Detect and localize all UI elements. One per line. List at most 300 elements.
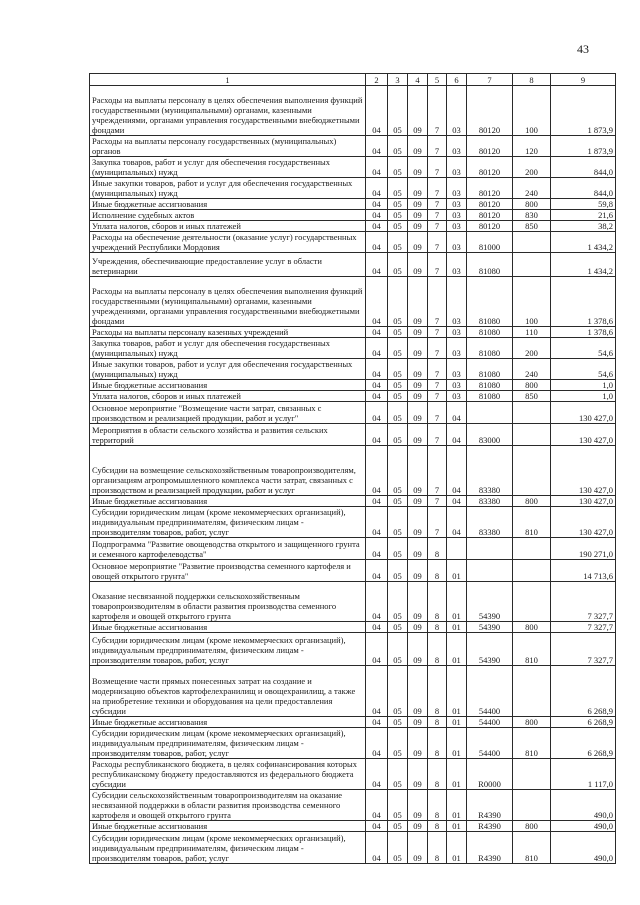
row-code: 09	[408, 157, 428, 178]
table-row	[90, 221, 616, 232]
row-amount: 21,6	[551, 210, 616, 221]
row-code: 01	[447, 790, 467, 821]
table-row	[90, 253, 616, 277]
row-code: 09	[408, 538, 428, 560]
row-code: R4390	[467, 821, 513, 832]
row-code: 09	[408, 622, 428, 633]
row-amount: 6 268,9	[551, 666, 616, 717]
row-code: 05	[388, 759, 408, 790]
row-code: 7	[428, 424, 447, 446]
row-amount: 38,2	[551, 221, 616, 232]
row-code: 04	[366, 178, 388, 199]
row-name: Субсидии юридическим лицам (кроме некоммерческих организаций), индивидуальным предпринимателям, физическим лицам - производителям товаров, работ, услуг	[90, 507, 366, 538]
row-amount: 190 271,0	[551, 538, 616, 560]
row-code: 05	[388, 424, 408, 446]
row-code: 09	[408, 277, 428, 327]
row-code: 8	[428, 832, 447, 864]
row-code: 8	[428, 582, 447, 622]
row-code: 04	[366, 622, 388, 633]
row-code: 81080	[467, 327, 513, 338]
row-code: 04	[366, 157, 388, 178]
row-amount: 6 268,9	[551, 728, 616, 759]
row-code: 04	[366, 380, 388, 391]
row-amount: 1,0	[551, 380, 616, 391]
row-amount: 1 378,6	[551, 277, 616, 327]
row-code: 01	[447, 759, 467, 790]
row-code: 7	[428, 210, 447, 221]
row-amount: 130 427,0	[551, 402, 616, 424]
row-amount: 130 427,0	[551, 496, 616, 507]
row-code: 04	[366, 759, 388, 790]
table-row	[90, 424, 616, 446]
row-code: 03	[447, 391, 467, 402]
row-code: 09	[408, 359, 428, 380]
row-code	[467, 560, 513, 582]
row-code: 7	[428, 402, 447, 424]
row-code: 8	[428, 790, 447, 821]
header-cell: 8	[513, 74, 551, 86]
row-code: 05	[388, 622, 408, 633]
row-code: 8	[428, 821, 447, 832]
row-code: 04	[366, 210, 388, 221]
row-code: 7	[428, 380, 447, 391]
row-amount: 844,0	[551, 157, 616, 178]
row-code: 04	[366, 327, 388, 338]
row-code: 8	[428, 633, 447, 666]
row-code: 8	[428, 538, 447, 560]
row-code: 09	[408, 717, 428, 728]
table-row	[90, 86, 616, 136]
row-code: 09	[408, 821, 428, 832]
row-code: 100	[513, 277, 551, 327]
row-code: 80120	[467, 221, 513, 232]
row-amount: 14 713,6	[551, 560, 616, 582]
table-row	[90, 136, 616, 157]
row-code: 800	[513, 380, 551, 391]
row-code: 7	[428, 199, 447, 210]
row-amount: 490,0	[551, 790, 616, 821]
row-code: 04	[447, 402, 467, 424]
row-code: 100	[513, 86, 551, 136]
row-code: 09	[408, 221, 428, 232]
table-row	[90, 832, 616, 864]
row-code: 04	[366, 424, 388, 446]
row-code: 05	[388, 717, 408, 728]
table-row	[90, 277, 616, 327]
row-code: 04	[366, 633, 388, 666]
row-name: Иные бюджетные ассигнования	[90, 380, 366, 391]
row-code: 110	[513, 327, 551, 338]
row-code: 03	[447, 327, 467, 338]
row-code	[513, 253, 551, 277]
row-code: 830	[513, 210, 551, 221]
row-code: 04	[447, 507, 467, 538]
row-code: 09	[408, 253, 428, 277]
row-code: 04	[366, 496, 388, 507]
row-name: Расходы на обеспечение деятельности (оказание услуг) государственных учреждений Республики Мордовия	[90, 232, 366, 253]
row-code: 05	[388, 560, 408, 582]
table-row	[90, 582, 616, 622]
table-row	[90, 391, 616, 402]
table-row	[90, 560, 616, 582]
row-code: 04	[366, 821, 388, 832]
row-amount: 130 427,0	[551, 507, 616, 538]
row-code: 01	[447, 821, 467, 832]
row-code: 09	[408, 232, 428, 253]
row-name: Учреждения, обеспечивающие предоставление услуг в области ветеринарии	[90, 253, 366, 277]
table-row	[90, 759, 616, 790]
row-code	[513, 666, 551, 717]
table-row	[90, 157, 616, 178]
row-code	[513, 790, 551, 821]
row-code: 05	[388, 446, 408, 496]
row-code	[513, 424, 551, 446]
row-name: Основное мероприятие "Развитие производства семенного картофеля и овощей открытого грунта"	[90, 560, 366, 582]
row-name: Закупка товаров, работ и услуг для обеспечения государственных (муниципальных) нужд	[90, 157, 366, 178]
row-code: 01	[447, 560, 467, 582]
row-code: 03	[447, 199, 467, 210]
row-code: 81080	[467, 380, 513, 391]
row-code: 54390	[467, 633, 513, 666]
table-row	[90, 728, 616, 759]
row-code: 03	[447, 210, 467, 221]
row-code: 09	[408, 391, 428, 402]
row-code: 800	[513, 821, 551, 832]
row-code: 04	[366, 359, 388, 380]
row-code: 240	[513, 359, 551, 380]
row-code: 05	[388, 402, 408, 424]
row-code: 80120	[467, 136, 513, 157]
row-code: 810	[513, 728, 551, 759]
row-code: 01	[447, 633, 467, 666]
row-amount: 1,0	[551, 391, 616, 402]
row-code: 04	[366, 136, 388, 157]
row-code: 01	[447, 832, 467, 864]
row-name: Исполнение судебных актов	[90, 210, 366, 221]
row-code: 7	[428, 86, 447, 136]
row-code: 80120	[467, 157, 513, 178]
row-code: 09	[408, 790, 428, 821]
row-code: 04	[366, 582, 388, 622]
row-code: 04	[366, 790, 388, 821]
row-code: 09	[408, 728, 428, 759]
table-row	[90, 359, 616, 380]
row-code: 01	[447, 717, 467, 728]
row-amount: 844,0	[551, 178, 616, 199]
row-code	[513, 582, 551, 622]
row-code: 05	[388, 666, 408, 717]
row-amount: 1 873,9	[551, 136, 616, 157]
row-code	[513, 232, 551, 253]
row-code: 09	[408, 832, 428, 864]
row-name: Иные закупки товаров, работ и услуг для обеспечения государственных (муниципальных) нужд	[90, 359, 366, 380]
row-name: Расходы на выплаты персоналу государственных (муниципальных) органов	[90, 136, 366, 157]
header-cell: 7	[467, 74, 513, 86]
table-row	[90, 178, 616, 199]
row-code: 04	[366, 277, 388, 327]
row-code: 04	[366, 507, 388, 538]
row-code: 04	[366, 666, 388, 717]
row-code: 05	[388, 633, 408, 666]
table-row	[90, 666, 616, 717]
row-name: Основное мероприятие "Возмещение части затрат, связанных с производством и реализацией продукции, работ и услуг"	[90, 402, 366, 424]
row-code: 200	[513, 338, 551, 359]
row-code: 03	[447, 221, 467, 232]
row-code: 81000	[467, 232, 513, 253]
row-code: 05	[388, 210, 408, 221]
row-code: 850	[513, 391, 551, 402]
row-code: 03	[447, 380, 467, 391]
row-code: 03	[447, 359, 467, 380]
row-code: 81080	[467, 253, 513, 277]
row-code: 80120	[467, 199, 513, 210]
row-code: 83380	[467, 496, 513, 507]
row-name: Субсидии юридическим лицам (кроме некоммерческих организаций), индивидуальным предпринимателям, физическим лицам - производителям товаров, работ, услуг	[90, 633, 366, 666]
table-row	[90, 633, 616, 666]
row-amount: 1 434,2	[551, 232, 616, 253]
row-code: 09	[408, 178, 428, 199]
row-code: 54390	[467, 582, 513, 622]
row-name: Уплата налогов, сборов и иных платежей	[90, 391, 366, 402]
row-code: 09	[408, 446, 428, 496]
row-code: 04	[366, 391, 388, 402]
row-code: 7	[428, 157, 447, 178]
table-row	[90, 821, 616, 832]
row-code: 05	[388, 790, 408, 821]
row-code: 05	[388, 136, 408, 157]
row-name: Иные бюджетные ассигнования	[90, 717, 366, 728]
row-code: 01	[447, 582, 467, 622]
row-code: 04	[366, 560, 388, 582]
table-row	[90, 496, 616, 507]
row-amount: 130 427,0	[551, 424, 616, 446]
row-code: 8	[428, 759, 447, 790]
row-code: 54400	[467, 717, 513, 728]
row-code	[513, 560, 551, 582]
row-code: 05	[388, 157, 408, 178]
row-code: R4390	[467, 832, 513, 864]
row-code: 05	[388, 359, 408, 380]
row-amount: 490,0	[551, 821, 616, 832]
row-code: 04	[366, 728, 388, 759]
row-name: Субсидии юридическим лицам (кроме некоммерческих организаций), индивидуальным предпринимателям, физическим лицам - производителям товаров, работ, услуг	[90, 728, 366, 759]
row-code: 05	[388, 391, 408, 402]
row-code: 04	[447, 496, 467, 507]
row-amount: 1 873,9	[551, 86, 616, 136]
row-code: 09	[408, 338, 428, 359]
row-code: 05	[388, 253, 408, 277]
row-amount: 1 117,0	[551, 759, 616, 790]
row-code: 09	[408, 666, 428, 717]
row-name: Возмещение части прямых понесенных затрат на создание и модернизацию объектов картофелехранилищ и овощехранилищ, а также на приобретение техники и оборудования на цели предоставления субсидии	[90, 666, 366, 717]
table-row	[90, 327, 616, 338]
row-code: 05	[388, 538, 408, 560]
row-code: 54400	[467, 728, 513, 759]
row-code: 8	[428, 666, 447, 717]
row-code	[513, 759, 551, 790]
header-cell: 3	[388, 74, 408, 86]
row-amount: 54,6	[551, 359, 616, 380]
row-code: 7	[428, 277, 447, 327]
row-code: 03	[447, 86, 467, 136]
row-code: 7	[428, 391, 447, 402]
budget-table	[89, 73, 616, 864]
row-code: 05	[388, 232, 408, 253]
row-code: 8	[428, 560, 447, 582]
row-code: 09	[408, 199, 428, 210]
row-name: Закупка товаров, работ и услуг для обеспечения государственных (муниципальных) нужд	[90, 338, 366, 359]
row-name: Иные бюджетные ассигнования	[90, 622, 366, 633]
table-row	[90, 538, 616, 560]
row-code: 04	[366, 253, 388, 277]
row-code: 09	[408, 560, 428, 582]
row-code: 04	[366, 338, 388, 359]
row-name: Иные бюджетные ассигнования	[90, 496, 366, 507]
row-code: 810	[513, 633, 551, 666]
row-code: 80120	[467, 86, 513, 136]
row-code: 800	[513, 717, 551, 728]
row-name: Оказание несвязанной поддержки сельскохозяйственным товаропроизводителям в области развития производства семенного картофеля и овощей открытого грунта	[90, 582, 366, 622]
row-code: 810	[513, 832, 551, 864]
row-code: 09	[408, 86, 428, 136]
row-code: 09	[408, 327, 428, 338]
row-name: Иные бюджетные ассигнования	[90, 199, 366, 210]
row-code: 8	[428, 728, 447, 759]
header-cell: 2	[366, 74, 388, 86]
row-code: 04	[447, 446, 467, 496]
row-code: 03	[447, 136, 467, 157]
row-code	[513, 402, 551, 424]
row-name: Расходы на выплаты персоналу казенных учреждений	[90, 327, 366, 338]
row-code: 810	[513, 507, 551, 538]
page-number: 43	[577, 42, 589, 56]
row-code: 04	[366, 199, 388, 210]
table-row	[90, 338, 616, 359]
row-code: 83380	[467, 446, 513, 496]
header-cell: 6	[447, 74, 467, 86]
row-code: 05	[388, 832, 408, 864]
row-code: 09	[408, 633, 428, 666]
row-amount: 490,0	[551, 832, 616, 864]
row-code: 09	[408, 210, 428, 221]
row-name: Уплата налогов, сборов и иных платежей	[90, 221, 366, 232]
table-row	[90, 199, 616, 210]
row-code: 80120	[467, 178, 513, 199]
row-code: 05	[388, 728, 408, 759]
row-name: Субсидии сельскохозяйственным товаропроизводителям на оказание несвязанной поддержки в области развития производства семенного картофеля и овощей открытого грунта	[90, 790, 366, 821]
header-cell: 4	[408, 74, 428, 86]
row-name: Расходы на выплаты персоналу в целях обеспечения выполнения функций государственными (муниципальными) органами, казенными учреждениями, органами управления государственными внебюджетными фондами	[90, 86, 366, 136]
row-code: 54390	[467, 622, 513, 633]
row-code: 09	[408, 136, 428, 157]
row-code: 04	[447, 424, 467, 446]
row-code: 03	[447, 232, 467, 253]
row-code: 05	[388, 277, 408, 327]
row-code: 01	[447, 666, 467, 717]
row-code: 54400	[467, 666, 513, 717]
row-amount: 130 427,0	[551, 446, 616, 496]
row-code: 04	[366, 232, 388, 253]
row-code: 05	[388, 221, 408, 232]
row-code: 04	[366, 86, 388, 136]
row-code: 7	[428, 232, 447, 253]
row-code: 09	[408, 424, 428, 446]
row-code: 7	[428, 359, 447, 380]
row-code: 05	[388, 178, 408, 199]
row-amount: 7 327,7	[551, 582, 616, 622]
row-code: 7	[428, 507, 447, 538]
row-code: 81080	[467, 277, 513, 327]
row-code: 09	[408, 507, 428, 538]
row-code: 04	[366, 538, 388, 560]
row-code: 05	[388, 582, 408, 622]
row-code	[513, 538, 551, 560]
row-code: 8	[428, 622, 447, 633]
row-name: Иные закупки товаров, работ и услуг для обеспечения государственных (муниципальных) нужд	[90, 178, 366, 199]
row-code: 81080	[467, 338, 513, 359]
row-code: 850	[513, 221, 551, 232]
row-name: Субсидии юридическим лицам (кроме некоммерческих организаций), индивидуальным предпринимателям, физическим лицам - производителям товаров, работ, услуг	[90, 832, 366, 864]
table-row	[90, 402, 616, 424]
row-code: 7	[428, 136, 447, 157]
table-row	[90, 210, 616, 221]
row-code: 83000	[467, 424, 513, 446]
row-code: 240	[513, 178, 551, 199]
row-code	[467, 538, 513, 560]
row-code: 7	[428, 327, 447, 338]
row-amount: 7 327,7	[551, 622, 616, 633]
row-code: 05	[388, 86, 408, 136]
row-code: 03	[447, 178, 467, 199]
row-code: 03	[447, 157, 467, 178]
row-code: 03	[447, 253, 467, 277]
table-row	[90, 232, 616, 253]
row-code: 09	[408, 402, 428, 424]
row-code: 7	[428, 496, 447, 507]
row-code: 200	[513, 157, 551, 178]
row-code: 09	[408, 380, 428, 391]
table-row	[90, 380, 616, 391]
row-name: Субсидии на возмещение сельскохозяйственным товаропроизводителям, организациям агропромышленного комплекса части затрат, связанных с производством и реализацией продукции, работ и услуг	[90, 446, 366, 496]
row-code: 01	[447, 622, 467, 633]
row-amount: 7 327,7	[551, 633, 616, 666]
row-code: 04	[366, 717, 388, 728]
row-code: 04	[366, 402, 388, 424]
row-code: 7	[428, 446, 447, 496]
row-name: Расходы на выплаты персоналу в целях обеспечения выполнения функций государственными (муниципальными) органами, казенными учреждениями, органами управления государственными внебюджетными фондами	[90, 277, 366, 327]
table-row	[90, 717, 616, 728]
row-code	[467, 402, 513, 424]
row-amount: 6 268,9	[551, 717, 616, 728]
row-amount: 1 378,6	[551, 327, 616, 338]
row-amount: 54,6	[551, 338, 616, 359]
row-code: 8	[428, 717, 447, 728]
row-code: 81080	[467, 359, 513, 380]
row-code: 03	[447, 277, 467, 327]
table-row	[90, 790, 616, 821]
row-code: 800	[513, 496, 551, 507]
header-cell: 5	[428, 74, 447, 86]
row-code: 7	[428, 338, 447, 359]
row-code: 05	[388, 496, 408, 507]
row-code: 7	[428, 253, 447, 277]
row-name: Расходы республиканского бюджета, в целях софинансирования которых республиканскому бюджету предоставляются из федерального бюджета субсидии	[90, 759, 366, 790]
row-code: 09	[408, 582, 428, 622]
row-code: 05	[388, 338, 408, 359]
row-code: 05	[388, 821, 408, 832]
row-code: 09	[408, 496, 428, 507]
row-code: 05	[388, 199, 408, 210]
